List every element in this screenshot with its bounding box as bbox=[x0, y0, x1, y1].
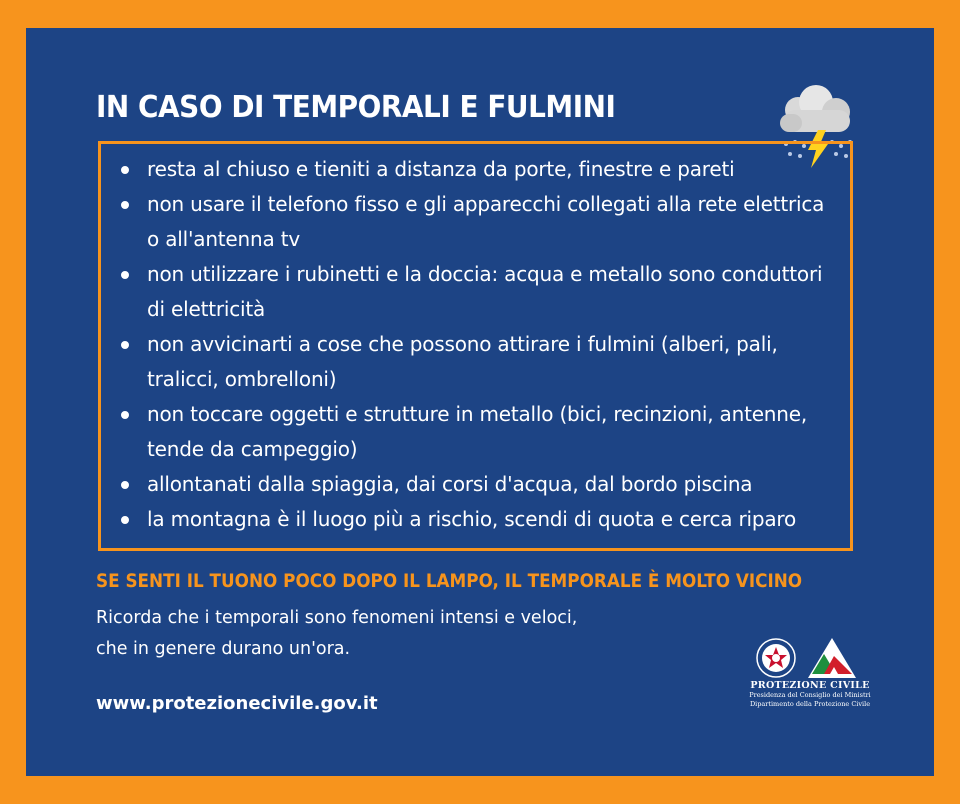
protezione-civile-logo-icon bbox=[808, 638, 856, 678]
list-item bbox=[101, 187, 850, 257]
bullet-icon bbox=[121, 271, 129, 279]
bullet-icon bbox=[121, 516, 129, 524]
list-item bbox=[101, 257, 850, 327]
tip-text: allontanati dalla spiaggia, dai corsi d'acqua, dal bordo piscina bbox=[147, 472, 753, 496]
warning-headline: SE SENTI IL TUONO POCO DOPO IL LAMPO, IL TEMPORALE È MOLTO VICINO bbox=[96, 570, 803, 592]
tip-text: resta al chiuso e tieniti a distanza da porte, finestre e pareti bbox=[147, 157, 735, 181]
bullet-icon bbox=[121, 201, 129, 209]
tip-text: non utilizzare i rubinetti e la doccia: acqua e metallo sono conduttori di elettricità bbox=[147, 262, 823, 321]
info-panel bbox=[26, 28, 934, 776]
list-item bbox=[101, 397, 850, 467]
list-item bbox=[101, 327, 850, 397]
bullet-icon bbox=[121, 341, 129, 349]
list-item bbox=[101, 152, 850, 187]
protezione-civile-logo bbox=[730, 680, 890, 709]
logo-subtitle-2: Dipartimento della Protezione Civile bbox=[749, 700, 871, 708]
website-link[interactable]: www.protezionecivile.gov.it bbox=[96, 693, 378, 714]
logo-subtitle-1: Presidenza del Consiglio dei Ministri bbox=[749, 691, 871, 699]
tip-text: non avvicinarti a cose che possono attirare i fulmini (alberi, pali, tralicci, ombrelloni) bbox=[147, 332, 778, 391]
bullet-icon bbox=[121, 411, 129, 419]
note-line-1: Ricorda che i temporali sono fenomeni intensi e veloci, bbox=[96, 608, 578, 628]
tip-text: non toccare oggetti e strutture in metallo (bici, recinzioni, antenne, tende da campeggio) bbox=[147, 402, 808, 461]
note-text bbox=[96, 603, 577, 665]
bullet-icon bbox=[121, 166, 129, 174]
tip-text: la montagna è il luogo più a rischio, scendi di quota e cerca riparo bbox=[147, 507, 796, 531]
tip-text: non usare il telefono fisso e gli apparecchi collegati alla rete elettrica o all'antenna tv bbox=[147, 192, 825, 251]
list-item bbox=[101, 502, 850, 537]
bullet-icon bbox=[121, 481, 129, 489]
tips-box bbox=[98, 141, 853, 551]
tips-list bbox=[101, 152, 850, 537]
italian-republic-emblem-icon bbox=[757, 639, 795, 677]
page-title: IN CASO DI TEMPORALI E FULMINI bbox=[96, 90, 616, 125]
note-line-2: che in genere durano un'ora. bbox=[96, 639, 351, 659]
logo-name: PROTEZIONE CIVILE bbox=[750, 680, 870, 691]
list-item bbox=[101, 467, 850, 502]
